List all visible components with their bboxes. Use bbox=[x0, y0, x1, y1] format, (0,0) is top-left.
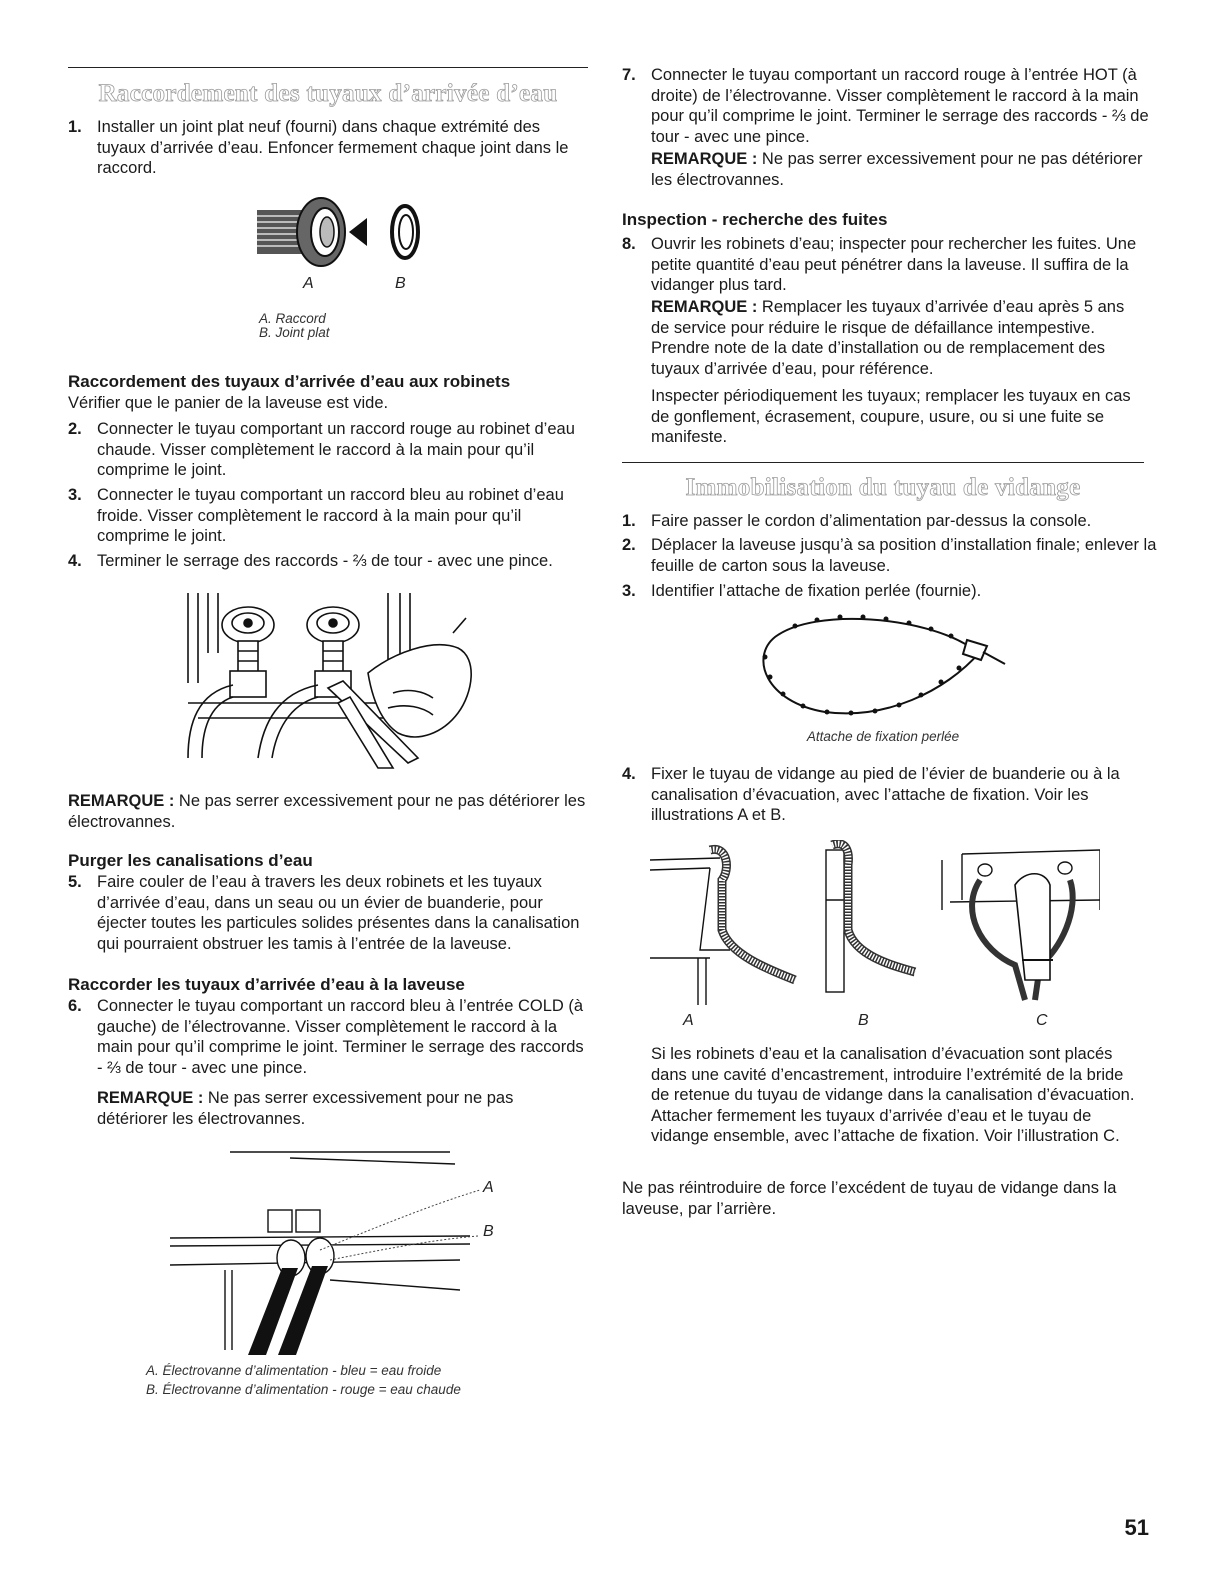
note-1 bbox=[68, 791, 588, 832]
step-5 bbox=[68, 872, 588, 954]
step-text: Ouvrir les robinets d’eau; inspecter pour rechercher les fuites. Une petite quantité d’eau peut pénétrer dans la laveuse. Il suffira de la vidanger plus tard. bbox=[651, 235, 1137, 294]
coupling-washer-illustration bbox=[255, 192, 435, 274]
figure-label-b: B bbox=[858, 1012, 869, 1029]
step-text: Faire couler de l’eau à travers les deux robinets et les tuyaux d’arrivée d’eau, dans un seau ou un évier de buanderie, pour éjecter toutes les particules solides présentes dans la canalisation qui pourraient obstruer les tamis à l’entrée de la laveuse. bbox=[97, 873, 580, 953]
subheading-faucet-connection: Raccordement des tuyaux d’arrivée d’eau aux robinets bbox=[68, 372, 511, 391]
tie-strap-caption: Attache de fixation perlée bbox=[806, 729, 960, 744]
intro-paragraph: Vérifier que le panier de la laveuse est vide. bbox=[68, 394, 389, 412]
step-6 bbox=[68, 996, 588, 1078]
drain-step-2 bbox=[622, 535, 1173, 576]
step-text: Connecter le tuyau comportant un raccord rouge à l’entrée HOT (à droite) de l’électrovanne. Visser complètement le raccord à la main pour qu’il comprime le joint. Terminer le serrage des raccords - ⅔ de tour - avec une pince. bbox=[651, 66, 1149, 146]
note-text: Ne pas serrer excessivement pour ne pas détériorer les électrovannes. bbox=[68, 792, 586, 831]
drain-hose-illustrations bbox=[650, 840, 1100, 1010]
figure-label-a: A bbox=[303, 275, 314, 292]
drain-step-3 bbox=[622, 581, 1173, 602]
note-text: Ne pas serrer excessivement pour ne pas détériorer les électrovannes. bbox=[97, 1089, 514, 1128]
step-number: 8. bbox=[622, 235, 636, 253]
figure-label-a: A bbox=[483, 1179, 494, 1196]
step-2 bbox=[68, 419, 588, 481]
right-section-rule bbox=[622, 462, 1144, 463]
drain-step-1 bbox=[622, 511, 1173, 532]
step-1 bbox=[68, 117, 588, 179]
step-7 bbox=[622, 65, 1173, 147]
step-text: Connecter le tuyau comportant un raccord bleu au robinet d’eau froide. Visser complètement le raccord à la main pour qu’il comprime le joint. bbox=[97, 486, 564, 545]
step-number: 6. bbox=[68, 997, 82, 1015]
step-text: Installer un joint plat neuf (fourni) dans chaque extrémité des tuyaux d’arrivée d’eau. Enfoncer fermement chaque joint dans le raccord. bbox=[97, 118, 569, 177]
subheading-purge: Purger les canalisations d’eau bbox=[68, 851, 313, 870]
figure-label-c: C bbox=[1036, 1012, 1048, 1029]
step-text: Connecter le tuyau comportant un raccord bleu à l’entrée COLD (à gauche) de l’électrovanne. Visser complètement le raccord à la main pour qu’il comprime le joint. Terminer le serrage des raccords - ⅔ de tour - avec une pince. bbox=[97, 997, 584, 1077]
step-number: 2. bbox=[622, 536, 636, 554]
figure-label-b: B bbox=[395, 275, 406, 292]
figure-caption-b: B. Électrovanne d’alimentation - rouge = eau chaude bbox=[146, 1382, 461, 1397]
inlet-valve-illustration bbox=[170, 1150, 490, 1355]
subheading-washer-connection: Raccorder les tuyaux d’arrivée d’eau à la laveuse bbox=[68, 975, 465, 994]
note-label: REMARQUE : bbox=[651, 150, 758, 168]
step-number: 7. bbox=[622, 66, 636, 84]
step-3 bbox=[68, 485, 588, 547]
note-2 bbox=[97, 1088, 559, 1129]
step-4 bbox=[68, 551, 588, 572]
step-text: Identifier l’attache de fixation perlée (fournie). bbox=[651, 582, 982, 600]
step-8 bbox=[622, 234, 1173, 296]
note-label: REMARQUE : bbox=[68, 792, 175, 810]
note-text: Remplacer les tuyaux d’arrivée d’eau après 5 ans de service pour réduire le risque de défaillance intempestive. Prendre note de la date d’installation ou de remplacement des tuyaux d’arrivée d’eau, pour référence. bbox=[651, 298, 1125, 378]
step-text: Déplacer la laveuse jusqu’à sa position d’installation finale; enlever la feuille de carton sous la laveuse. bbox=[651, 536, 1157, 575]
subheading-leak-inspection: Inspection - recherche des fuites bbox=[622, 210, 888, 229]
step-text: Faire passer le cordon d’alimentation par-dessus la console. bbox=[651, 512, 1092, 530]
step-number: 4. bbox=[68, 552, 82, 570]
note-label: REMARQUE : bbox=[651, 298, 758, 316]
note-3 bbox=[651, 149, 1144, 190]
step-text: Connecter le tuyau comportant un raccord rouge au robinet d’eau chaude. Visser complètement le raccord à la main pour qu’il comprime le joint. bbox=[97, 420, 575, 479]
left-top-rule bbox=[68, 67, 588, 68]
beaded-tie-strap-illustration bbox=[755, 612, 1010, 722]
step-text: Fixer le tuyau de vidange au pied de l’évier de buanderie ou à la canalisation d’évacuation, avec l’attache de fixation. Voir les illustrations A et B. bbox=[651, 765, 1120, 824]
faucet-pliers-illustration bbox=[178, 593, 488, 783]
step-number: 2. bbox=[68, 420, 82, 438]
step-number: 3. bbox=[68, 486, 82, 504]
step-number: 1. bbox=[68, 118, 82, 136]
figure-label-b: B bbox=[483, 1223, 494, 1240]
note-label: REMARQUE : bbox=[97, 1089, 204, 1107]
figure-caption-a: A. Raccord bbox=[259, 311, 326, 326]
step-number: 3. bbox=[622, 582, 636, 600]
note-text: Ne pas serrer excessivement pour ne pas détériorer les électrovannes. bbox=[651, 150, 1143, 189]
figure-caption-a: A. Électrovanne d’alimentation - bleu = eau froide bbox=[146, 1363, 442, 1378]
final-paragraph: Ne pas réintroduire de force l’excédent de tuyau de vidange dans la laveuse, par l’arrière. bbox=[622, 1179, 1117, 1218]
step-number: 5. bbox=[68, 873, 82, 891]
drain-step-4 bbox=[622, 764, 1173, 826]
step-number: 4. bbox=[622, 765, 636, 783]
note-4 bbox=[651, 297, 1144, 379]
recess-paragraph: Si les robinets d’eau et la canalisation d’évacuation sont placés dans une cavité d’encastrement, introduire l’extrémité de la bride de retenue du tuyau de vidange dans la canalisation d’évacuation. Attacher fermement les tuyaux d’arrivée d’eau et le tuyau de vidange ensemble, avec l’attache de fixation. Voir l’illustration C. bbox=[651, 1045, 1135, 1145]
page-number: 51 bbox=[1124, 1515, 1149, 1540]
step-number: 1. bbox=[622, 512, 636, 530]
section-title-inlet-hoses: Raccordement des tuyaux d’arrivée d’eau bbox=[98, 80, 558, 107]
step-text: Terminer le serrage des raccords - ⅔ de tour - avec une pince. bbox=[97, 552, 553, 570]
figure-label-a: A bbox=[683, 1012, 694, 1029]
figure-caption-b: B. Joint plat bbox=[259, 325, 330, 340]
inspection-paragraph: Inspecter périodiquement les tuyaux; remplacer les tuyaux en cas de gonflement, écrasement, coupure, usure, ou si une fuite se manifeste. bbox=[651, 387, 1131, 446]
section-title-drain-hose: Immobilisation du tuyau de vidange bbox=[685, 474, 1081, 501]
